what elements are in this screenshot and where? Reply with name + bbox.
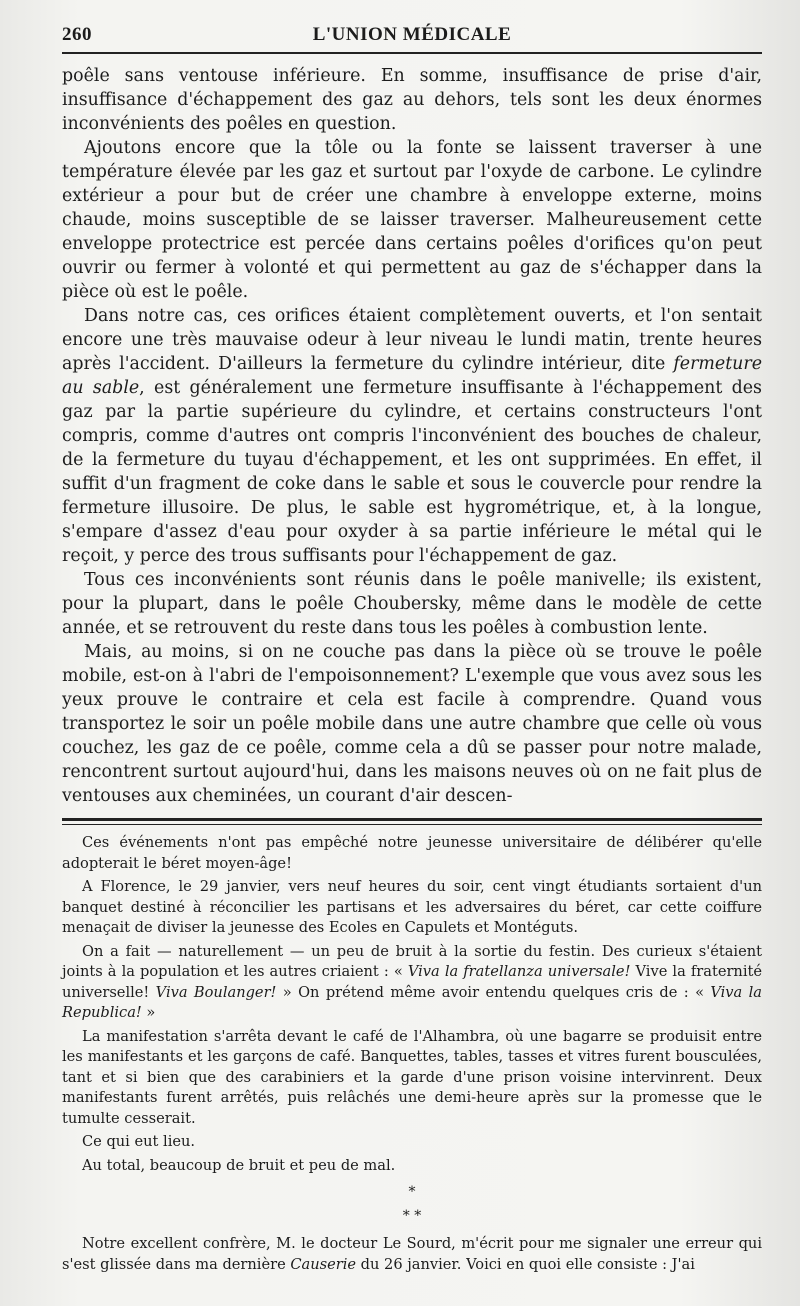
header-rule (62, 52, 762, 54)
italic-term: fermeture au sable (62, 354, 762, 398)
paragraph: Ce qui eut lieu. (82, 1133, 196, 1150)
paragraph: A Florence, le 29 janvier, vers neuf heures du soir, cent vingt étudiants sortaient d'un banquet destiné à réconcilier les partisans et les adversaires du béret, car cette coiffure menaçait de diviser la jeunesse des Ecoles en Capulets et Montéguts. (62, 878, 762, 936)
section-divider (62, 818, 762, 825)
italic-quote: Viva la Republica! (62, 983, 762, 1021)
text-run: Vive la fraternité universelle! (62, 963, 762, 1001)
text-run: On a fait — naturellement — un peu de bruit à la sortie du festin. Des curieux s'étaient joints à la population et les autres criaient : « (62, 942, 762, 980)
paragraph: Au total, beaucoup de bruit et peu de mal. (82, 1156, 396, 1174)
asterism-separator: * * * (402, 1184, 422, 1224)
page-number: 260 (62, 24, 92, 45)
paragraph: poêle sans ventouse inférieure. En somme, insuffisance de prise d'air, insuffisance d'échappement des gaz au dehors, tels sont les deux énormes inconvénients des poêles en question. (62, 66, 762, 134)
text-run: » On prétend même avoir entendu quelques cris de : « (276, 983, 711, 1001)
text-run: du 26 janvier. Voici en quoi elle consiste : J'ai (356, 1255, 695, 1273)
paragraph: Mais, au moins, si on ne couche pas dans la pièce où se trouve le poêle mobile, est-on à l'abri de l'empoisonnement? L'exemple que vous avez sous les yeux prouve le contraire et cela est facile à comprendre. Quand vous transportez le soir un poêle mobile dans une autre chambre que celle où vous couchez, les gaz de ce poêle, comme cela a dû se passer pour notre malade, rencontrent surtout aujourd'hui, dans les maisons neuves où on ne fait plus de ventouses aux cheminées, un courant d'air descen- (62, 642, 762, 806)
text-run: , est généralement une fermeture insuffisante à l'échappement des gaz par la partie supérieure du cylindre, et certains constructeurs l'ont compris, comme d'autres ont compris l'inconvénient des bouches de chaleur, de la fermeture du tuyau d'échappement, et les ont supprimées. En effet, il suffit d'un fragment de coke dans le sable et sous le couvercle pour rendre la fermeture illusoire. De plus, le sable est hygrométrique, et, à la longue, s'empare d'assez d'eau pour oxyder à sa partie inférieure le métal qui le reçoit, y perce des trous suffisants pour l'échappement de gaz. (62, 378, 762, 566)
paragraph: Ajoutons encore que la tôle ou la fonte se laissent traverser à une température élevée par les gaz et surtout par l'oxyde de carbone. Le cylindre extérieur a pour but de créer une chambre à enveloppe externe, moins chaude, moins susceptible de se laisser traverser. Malheureusement cette enveloppe protectrice est percée dans certains poêles d'orifices qu'on peut ouvrir ou fermer à volonté et qui permettent au gaz de s'échapper dans la pièce où est le poêle. (62, 138, 762, 302)
text-run: » (141, 1004, 156, 1021)
paragraph: Tous ces inconvénients sont réunis dans le poêle manivelle; ils existent, pour la plupart, dans le poêle Choubersky, même dans le modèle de cette année, et se retrouvent du reste dans tous les poêles à combustion lente. (62, 570, 762, 638)
italic-quote: Viva la fratellanza universale! (407, 963, 631, 980)
paragraph (62, 304, 762, 568)
italic-title: Causerie (290, 1255, 357, 1273)
journal-title: L'UNION MÉDICALE (312, 24, 512, 45)
paragraph (62, 942, 762, 1024)
text-run: Notre excellent confrère, M. le docteur Le Sourd, m'écrit pour me signaler une erreur qui s'est glissée dans ma dernière (62, 1235, 762, 1273)
paragraph: La manifestation s'arrêta devant le café de l'Alhambra, où une bagarre se produisit entre les manifestants et les garçons de café. Banquettes, tables, tasses et vitres furent bousculées, tant et si bien que des carabiniers et la garde d'une prison voisine intervinrent. Deux manifestants furent arrêtés, puis relâchés une demi-heure après sur la promesse que le tumulte cesserait. (62, 1027, 762, 1127)
text-run: Dans notre cas, ces orifices étaient complètement ouverts, et l'on sentait encore une très mauvaise odeur à leur niveau le lundi matin, trente heures après l'accident. D'ailleurs la fermeture du cylindre intérieur, dite (62, 306, 762, 374)
feuilleton-text (62, 833, 762, 1275)
main-text (62, 64, 762, 808)
running-header (62, 20, 762, 50)
italic-quote: Viva Boulanger! (155, 983, 277, 1001)
paragraph: Ces événements n'ont pas empêché notre jeunesse universitaire de délibérer qu'elle adopterait le béret moyen-âge! (62, 834, 762, 872)
paragraph (62, 1234, 762, 1275)
